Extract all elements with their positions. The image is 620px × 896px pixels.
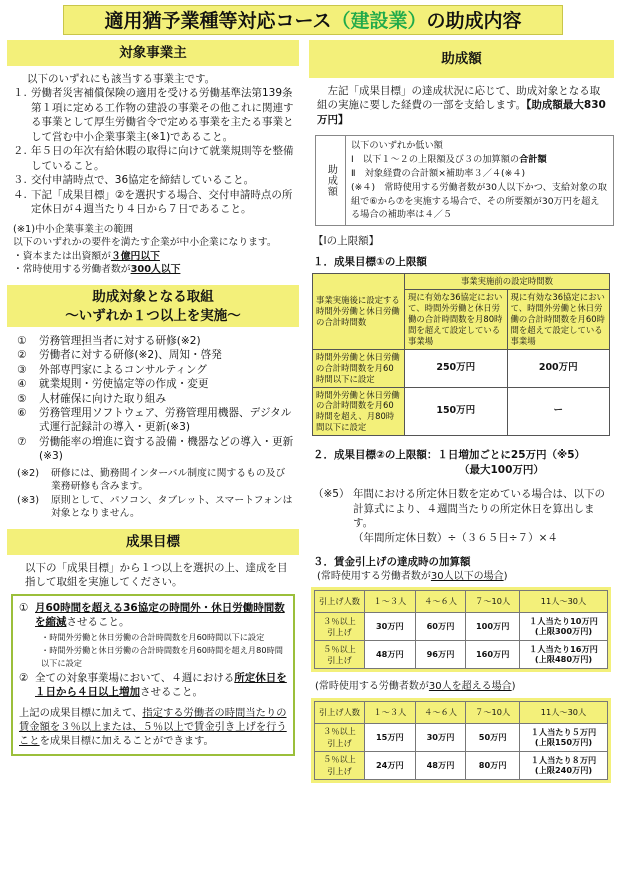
title-highlight: （建設業）: [331, 10, 427, 32]
employer-intro: 以下のいずれにも該当する事業主です。: [27, 73, 216, 85]
t3b-table: [314, 701, 608, 780]
title-prefix: 適用猶予業種等対応コース: [104, 10, 332, 32]
table-row: 時間外労働と休日労働の合計時間数を月60時間を超え、月80時間以下に設定 150万円 ー: [313, 387, 610, 436]
hojo-side-label: 助成額: [316, 136, 346, 225]
list-item: ４. 下記「成果目標」②を選択する場合、交付申請時点の所定休日が４週当たり４日から７日であること。: [13, 188, 293, 216]
list-item: ３. 交付申請時点で、36協定を締結していること。: [13, 174, 255, 187]
list-item: ⑤ 人材確保に向けた取り組み: [17, 392, 167, 405]
t3-sub-b: (常時使用する労働者数が30人を超える場合): [315, 681, 516, 693]
efforts-heading: 助成対象となる取組 ～いずれか１つ以上を実施～: [7, 285, 299, 327]
list-item: ① 労務管理担当者に対する研修(※2): [17, 334, 201, 347]
goals-intro: 以下の「成果目標」から１つ以上を選択の上、達成を目指して取組を実施してください。: [25, 561, 288, 589]
t3b-frame: [311, 698, 611, 783]
t3a-table: [314, 590, 608, 669]
list-item: (※2) 研修には、勤務間インターバル制度に関するもの及び業務研修も含みます。: [17, 467, 286, 493]
t3a-frame: [311, 587, 611, 672]
table-header-row: 引上げ人数 １～３人 ４～６人 ７～10人 11人～30人: [315, 702, 608, 724]
goals-heading: 成果目標: [7, 529, 299, 555]
table-row: 時間外労働と休日労働の合計時間数を月60時間以下に設定 250万円 200万円: [313, 349, 610, 387]
employer-heading: 対象事業主: [7, 40, 299, 66]
table-row: ３％以上 引上げ 15万円 30万円 50万円 １人当たり５万円 (上限150万円): [315, 724, 608, 752]
goal-2: ② 全ての対象事業場において、４週における所定休日を１日から４日以上増加させること。: [19, 671, 287, 699]
list-item: １. 労働者災害補償保険の適用を受ける労働基準法第139条第１項に定める工作物の建設の事業その他これに関連する事業として厚生労働省令で定める事業を主たる事業として営む中小企業事業主(※1)であること。: [13, 87, 294, 143]
t2-sub: （最大100万円）: [459, 463, 544, 476]
amount-heading: 助成額: [309, 40, 614, 78]
list-item: ④ 就業規則・労使協定等の作成・変更: [17, 378, 209, 391]
table-row: ５％以上 引上げ 24万円 48万円 80万円 １人当たり８万円 (上限240万円): [315, 752, 608, 780]
t1-table: [312, 273, 610, 436]
list-item: (※3) 原則として、パソコン、タブレット、スマートフォンは対象となりません。: [17, 494, 293, 520]
page-title: [63, 5, 563, 35]
table-row: ５％以上 引上げ 48万円 96万円 160万円 １人当たり16万円 (上限480万円): [315, 641, 608, 669]
sme-note-workers: ・常時使用する労働者数が300人以下: [13, 264, 181, 276]
employer-list: [13, 86, 295, 216]
efforts-section: [7, 327, 299, 521]
t2-formula: （年間所定休日数）÷（３６５日÷７）×４: [353, 531, 558, 544]
employer-section: [7, 66, 299, 277]
t1-col1: 現に有効な36協定において、時間外労働と休日労働の合計時間数を月80時間を超えて設定している事業場: [405, 290, 508, 350]
sme-note-title: (※1)中小企業事業主の範囲: [13, 223, 134, 235]
sme-note: [13, 223, 295, 277]
right-column: [309, 40, 614, 783]
efforts-notes: [17, 467, 295, 521]
list-item: ２. 年５日の年次有給休暇の取得に向けて就業規則等を整備していること。: [13, 145, 294, 172]
goal-1-sub-1: ・時間外労働と休日労働の合計時間数を月60時間以下に設定: [41, 631, 265, 642]
list-item: ③ 外部専門家によるコンサルティング: [17, 363, 207, 376]
t2-note: （※5） 年間における所定休日数を定めている場合は、以下の計算式により、４週間当たりの所定休日を算出します。: [313, 488, 605, 530]
list-item: ⑥ 労務管理用ソフトウェア、労務管理用機器、デジタル式運行記録計の導入・更新(※3): [17, 406, 292, 434]
t1-col2: 現に有効な36協定において、時間外労働と休日労働の合計時間数を月60時間を超えて設定している事業場: [507, 290, 610, 350]
title-suffix: の助成内容: [426, 10, 522, 32]
sme-note-text: 以下のいずれかの要件を満たす企業が中小企業になります。: [13, 237, 277, 249]
amount-section: [309, 78, 614, 127]
amount-text: 左記「成果目標」の達成状況に応じて、助成対象となる取組の実施に要した経費の一部を支給します。【助成額最大830万円】: [317, 85, 606, 126]
goal-1: ① 月60時間を超える36協定の時間外・休日労働時間数を縮減させること。: [19, 601, 285, 629]
goal-1-sub-2: ・時間外労働と休日労働の合計時間数を月60時間を超え月80時間以下に設定: [41, 645, 283, 668]
sme-note-capital: ・資本または出資額が３億円以下: [13, 250, 160, 262]
t3-sub-a: (常時使用する労働者数が30人以下の場合): [317, 570, 508, 582]
t2-heading: ２．成果目標②の上限額：１日増加ごとに25万円（※5）: [313, 449, 586, 462]
t1-heading: １．成果目標①の上限額: [313, 255, 427, 268]
list-item: ⑦ 労働能率の増進に資する設備・機器などの導入・更新(※3): [17, 435, 294, 463]
goals-section: [7, 555, 299, 756]
efforts-list: [17, 334, 295, 464]
table-row: ３％以上 引上げ 30万円 60万円 100万円 １人当たり10万円 (上限300万円): [315, 613, 608, 641]
t1-col-header: 事業実施前の設定時間数: [405, 274, 610, 290]
limit-label: 【Ⅰの上限額】: [313, 235, 380, 248]
goals-box: [11, 594, 295, 756]
goals-extra: 上記の成果目標に加えて、指定する労働者の時間当たりの賃金額を３％以上または、５％以上で賃金引き上げを行うことを成果目標に加えることができます。: [19, 706, 287, 748]
left-column: [7, 40, 299, 756]
hojo-body: 以下のいずれか低い額 Ⅰ 以下１～２の上限額及び３の加算額の合計額 Ⅱ 対象経費の合計額×補助率３／４(※４) (※４) 常時使用する労働者数が30人以下かつ、支給対象の取組で⑥から⑦を実施する場合で、その所要額が30万円を超える場合の補助率は４／５: [351, 140, 607, 221]
t3-heading: ３．賃金引上げの達成時の加算額: [313, 556, 471, 569]
list-item: ② 労働者に対する研修(※2)、周知・啓発: [17, 349, 222, 362]
t1-row-header: 事業実施後に設定する時間外労働と休日労働の合計時間数: [313, 274, 405, 350]
hojo-box: [315, 135, 614, 226]
table-header-row: 引上げ人数 １～３人 ４～６人 ７～10人 11人～30人: [315, 591, 608, 613]
